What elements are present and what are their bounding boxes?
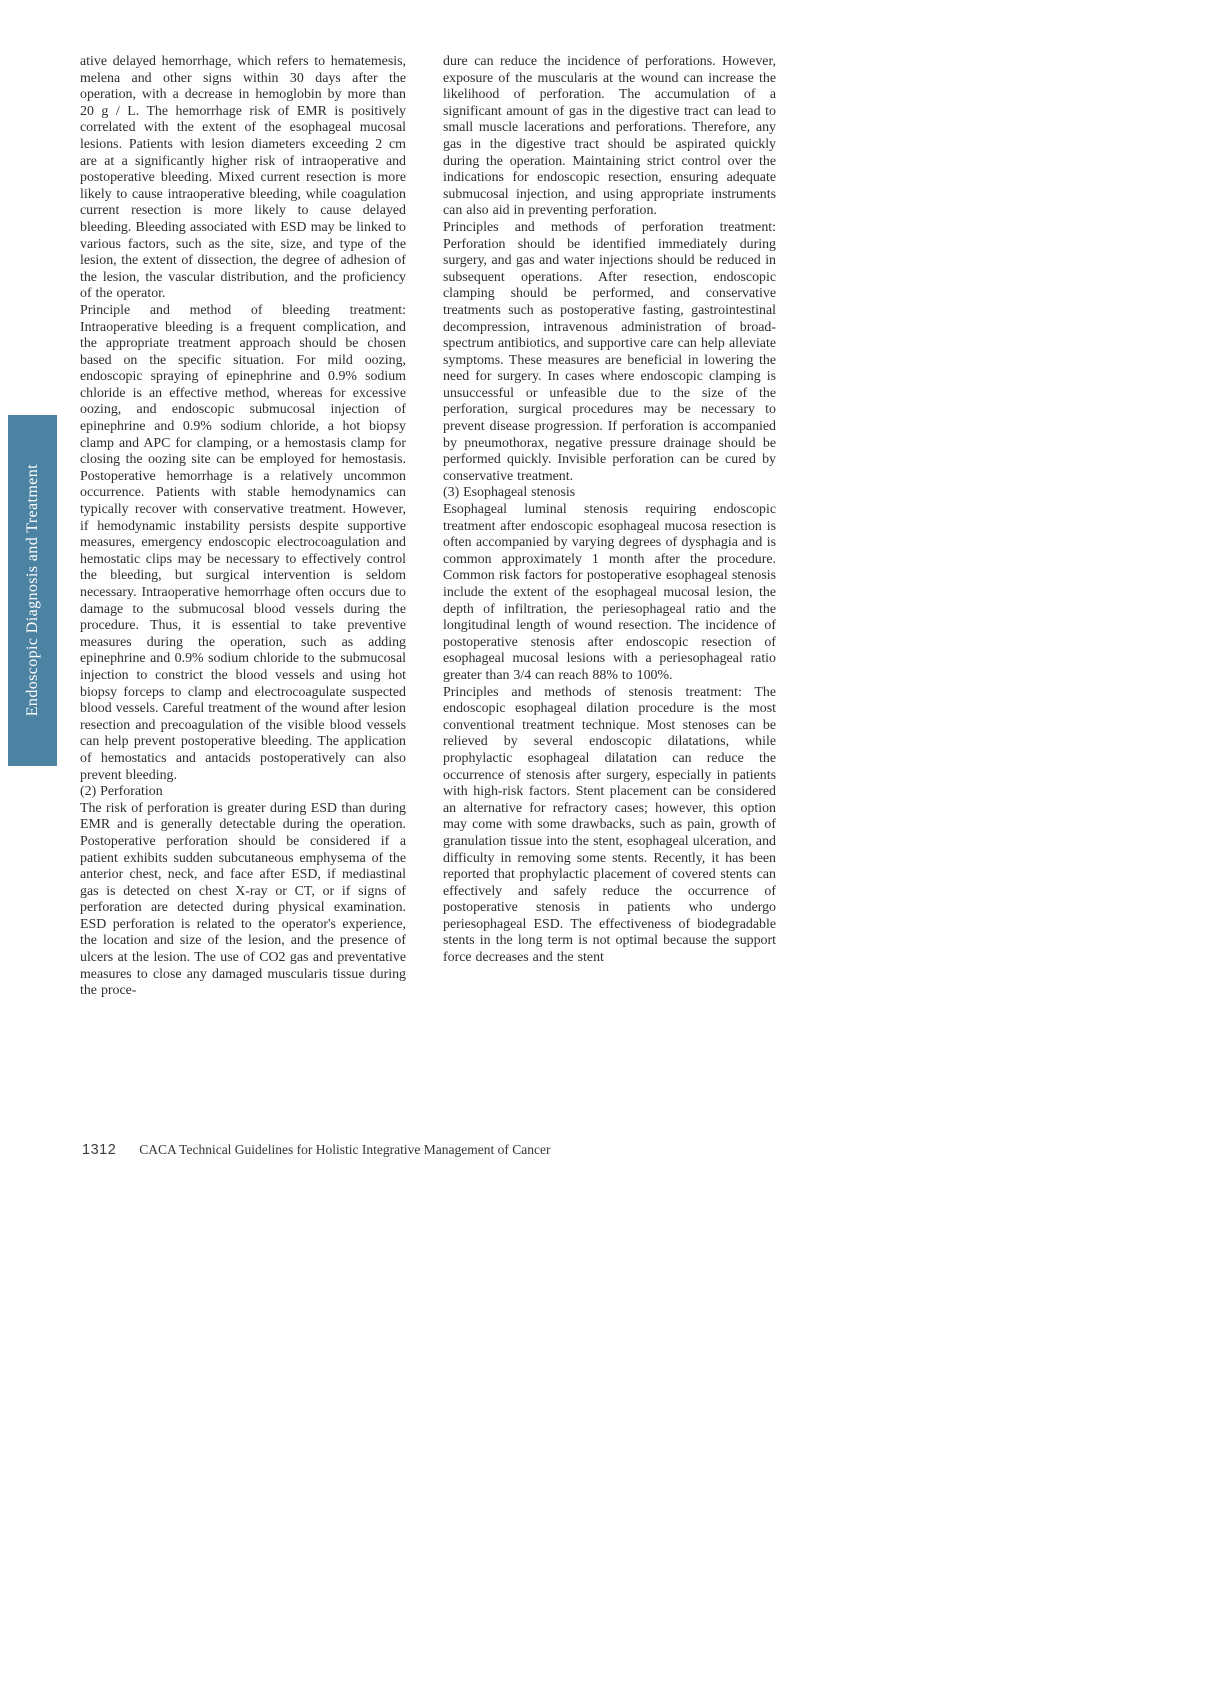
- page-number: 1312: [82, 1142, 117, 1158]
- body-paragraph: Esophageal luminal stenosis requiring endoscopic treatment after endoscopic esophageal mucosa resection is often accompanied by varying degrees of dysphagia and is common approximately 1 month after the procedure. Common risk factors for postoperative esophageal stenosis include the extent of the esophageal mucosal lesion, the depth of infiltration, the periesophageal ratio and the longitudinal length of wound resection. The incidence of postoperative stenosis after endoscopic resection of esophageal mucosal lesions with a periesophageal ratio greater than 3/4 can reach 88% to 100%.: [443, 502, 776, 683]
- section-heading: (2) Perforation: [80, 784, 163, 800]
- body-paragraph: ative delayed hemorrhage, which refers to hematemesis, melena and other signs within 30 days after the operation, with a decrease in hemoglobin by more than 20 g / L. The hemorrhage risk of EMR is positively correlated with the extent of the esophageal mucosal lesions. Patients with lesion diameters exceeding 2 cm are at a significantly higher risk of intraoperative and postoperative bleeding. Mixed current resection is more likely to cause intraoperative bleeding, while coagulation current resection is more likely to cause delayed bleeding. Bleeding associated with ESD may be linked to various factors, such as the site, size, and type of the lesion, the extent of dissection, the degree of adhesion of the lesion, the vascular distribution, and the proficiency of the operator.: [80, 54, 406, 302]
- page-footer: [82, 1142, 550, 1158]
- chapter-tab-label: Endoscopic Diagnosis and Treatment: [23, 464, 41, 717]
- text-columns: [80, 54, 776, 1000]
- chapter-tab: [8, 415, 57, 766]
- right-column: [443, 54, 776, 1000]
- section-heading: (3) Esophageal stenosis: [443, 485, 576, 501]
- body-paragraph: Principles and methods of stenosis treatment: The endoscopic esophageal dilation procedure is the most conventional treatment technique. Most stenoses can be relieved by several endoscopic dilatations, while prophylactic esophageal dilatation can reduce the occurrence of stenosis after surgery, especially in patients with high-risk factors. Stent placement can be considered an alternative for refractory cases; however, this option may come with some drawbacks, such as pain, growth of granulation tissue into the stent, esophageal ulceration, and difficulty in removing some stents. Recently, it has been reported that prophylactic placement of covered stents can effectively and safely reduce the occurrence of postoperative stenosis in patients who undergo periesophageal ESD. The effectiveness of biodegradable stents in the long term is not optimal because the support force decreases and the stent: [443, 684, 776, 966]
- body-paragraph: Principles and methods of perforation treatment: Perforation should be identified immediately during surgery, and gas and water injections should be reduced in subsequent operations. After resection, endoscopic clamping should be performed, and conservative treatments such as postoperative fasting, gastrointestinal decompression, intravenous administration of broad-spectrum antibiotics, and supportive care can help alleviate symptoms. These measures are beneficial in lowering the need for surgery. In cases where endoscopic clamping is unsuccessful or unfeasible due to the size of the perforation, surgical procedures may be necessary to prevent disease progression. If perforation is accompanied by pneumothorax, negative pressure drainage should be performed quickly. Invisible perforation can be cured by conservative treatment.: [443, 219, 776, 484]
- body-paragraph: Principle and method of bleeding treatment: Intraoperative bleeding is a frequent complication, and the appropriate treatment approach should be chosen based on the specific situation. For mild oozing, endoscopic spraying of epinephrine and 0.9% sodium chloride is an effective method, whereas for excessive oozing, and endoscopic submucosal injection of epinephrine and 0.9% sodium chloride, a hot biopsy clamp and APC for clamping, or a hemostasis clamp for closing the oozing site can be employed for hemostasis. Postoperative hemorrhage is a relatively uncommon occurrence. Patients with stable hemodynamics can typically recover with conservative treatment. However, if hemodynamic instability persists despite supportive measures, emergency endoscopic electrocoagulation and hemostatic clips may be necessary to effectively control the bleeding, but surgical intervention is seldom necessary. Intraoperative hemorrhage often occurs due to damage to the submucosal blood vessels during the procedure. Thus, it is essential to take preventive measures during the operation, such as adding epinephrine and 0.9% sodium chloride to the submucosal injection to constrict the blood vessels and using hot biopsy forceps to clamp and electrocoagulate suspected blood vessels. Careful treatment of the wound after lesion resection and precoagulation of the visible blood vessels can help prevent postoperative bleeding. The application of hemostatics and antacids postoperatively can also prevent bleeding.: [80, 302, 406, 783]
- left-column: [80, 54, 406, 1000]
- running-book-title: CACA Technical Guidelines for Holistic Integrative Management of Cancer: [139, 1142, 551, 1157]
- body-paragraph: The risk of perforation is greater during ESD than during EMR and is generally detectable during the operation. Postoperative perforation should be considered if a patient exhibits sudden subcutaneous emphysema of the anterior chest, neck, and face after ESD, if mediastinal gas is detected on chest X-ray or CT, or if signs of perforation are detected during physical examination. ESD perforation is related to the operator's experience, the location and size of the lesion, and the presence of ulcers at the lesion. The use of CO2 gas and preventative measures to close any damaged muscularis tissue during the proce-: [80, 800, 406, 999]
- body-paragraph: dure can reduce the incidence of perforations. However, exposure of the muscularis at the wound can increase the likelihood of perforation. The accumulation of a significant amount of gas in the digestive tract can lead to small muscle lacerations and perforations. Therefore, any gas in the digestive tract should be aspirated quickly during the operation. Maintaining strict control over the indications for endoscopic resection, ensuring adequate submucosal injection, and using appropriate instruments can also aid in preventing perforation.: [443, 54, 776, 219]
